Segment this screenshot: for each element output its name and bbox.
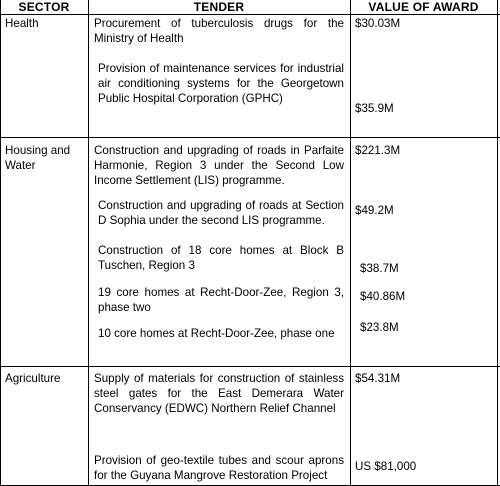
tender-cell: Supply of materials for construction of stainless steel gates for the East Demerara Water Conservancy (EDWC) Northern Relief Channel — [94, 372, 344, 415]
sector-cell: Health — [5, 17, 39, 30]
tender-cell: Provision of maintenance services for industrial air conditioning systems for the Georgetown Public Hospital Corporation (GPHC) — [98, 62, 344, 105]
value-cell: $35.9M — [355, 102, 394, 115]
tender-cell: Procurement of tuberculosis drugs for the Ministry of Health — [94, 17, 344, 45]
tender-cell: Provision of geo-textile tubes and scour aprons for the Guyana Mangrove Restoration Project — [94, 454, 344, 482]
tender-cell: 10 core homes at Recht-Door-Zee, phase one — [98, 327, 335, 340]
tender-cell: Construction of 18 core homes at Block B Tuschen, Region 3 — [98, 244, 344, 272]
value-cell: $49.2M — [355, 204, 394, 217]
header-value: VALUE OF AWARD — [368, 0, 479, 14]
tender-cell: 19 core homes at Recht-Door-Zee, Region 3, phase two — [98, 286, 344, 314]
sector-label-line: Water — [5, 159, 36, 172]
header-tender: TENDER — [193, 0, 245, 14]
value-cell: $221.3M — [355, 144, 401, 157]
header-sector: SECTOR — [18, 0, 70, 14]
column-divider — [0, 0, 1, 486]
value-cell: $30.03M — [355, 17, 401, 30]
row-divider — [0, 14, 500, 15]
value-cell: $54.31M — [355, 372, 401, 385]
sector-cell — [5, 143, 70, 173]
value-cell: US $81,000 — [355, 460, 417, 473]
row-divider — [0, 137, 500, 138]
value-cell: $38.7M — [360, 262, 399, 275]
column-divider — [88, 0, 89, 486]
sector-label-line: Housing and — [5, 144, 71, 157]
tender-cell: Construction and upgrading of roads in Parfaite Harmonie, Region 3 under the Second Low Income Settlement (LIS) programme. — [94, 144, 344, 187]
value-cell: $23.8M — [360, 321, 399, 334]
column-divider — [350, 0, 351, 486]
tender-cell: Construction and upgrading of roads at Section D Sophia under the second LIS programme. — [98, 199, 344, 227]
value-cell: $40.86M — [360, 290, 406, 303]
column-divider — [497, 0, 498, 486]
row-divider — [0, 366, 500, 367]
sector-cell: Agriculture — [5, 372, 61, 385]
